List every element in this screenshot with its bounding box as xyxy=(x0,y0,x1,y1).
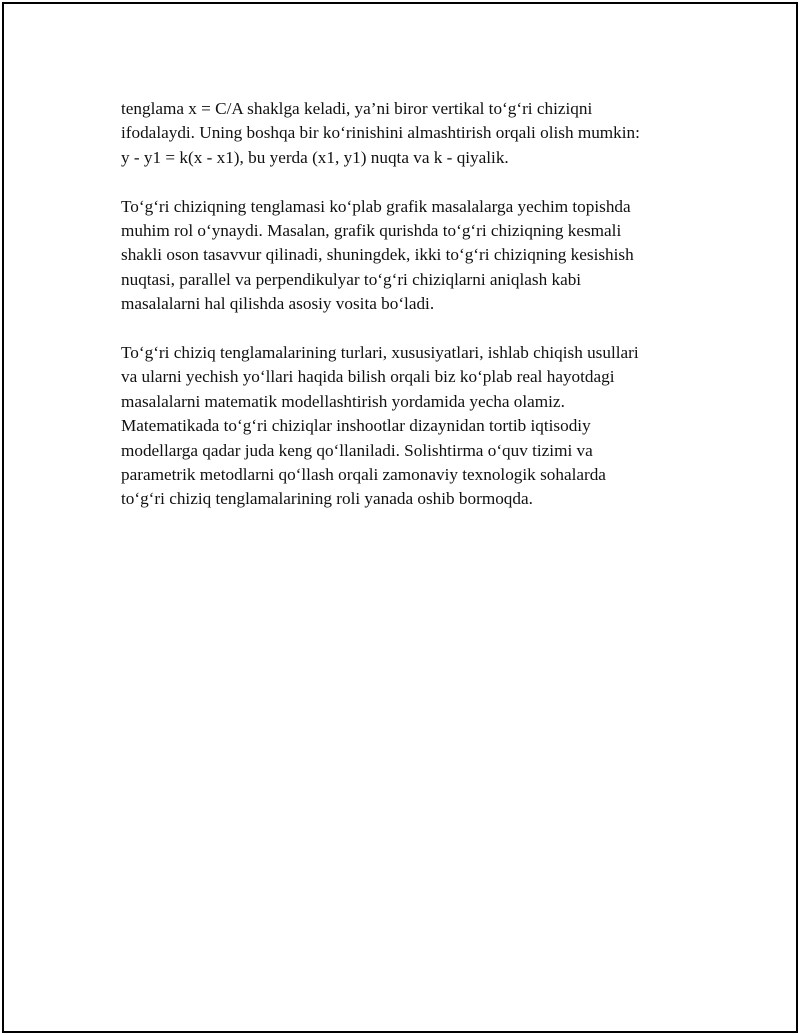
text-line: tenglama x = C/A shaklga keladi, ya’ni biror vertikal to‘g‘ri chiziqni xyxy=(121,99,593,118)
text-line: To‘g‘ri chiziq tenglamalarining turlari, xususiyatlari, ishlab chiqish usullari xyxy=(121,343,639,363)
paragraph-3 xyxy=(121,341,701,512)
paragraph-1 xyxy=(121,97,701,170)
text-line: y - y1 = k(x - x1), bu yerda (x1, y1) nuqta va k - qiyalik. xyxy=(121,147,509,167)
text-line: va ularni yechish yo‘llari haqida bilish orqali biz ko‘plab real hayotdagi xyxy=(121,367,615,387)
text-line: modellarga qadar juda keng qo‘llaniladi. Solishtirma o‘quv tizimi va xyxy=(121,440,593,460)
text-line: masalalarni hal qilishda asosiy vosita bo‘ladi. xyxy=(121,294,435,314)
text-line: ifodalaydi. Uning boshqa bir ko‘rinishini almashtirish orqali olish mumkin: xyxy=(121,123,640,143)
text-line: muhim rol o‘ynaydi. Masalan, grafik qurishda to‘g‘ri chiziqning kesmali xyxy=(121,221,622,241)
document-body xyxy=(121,97,701,536)
text-line: parametrik metodlarni qo‘llash orqali zamonaviy texnologik sohalarda xyxy=(121,465,606,485)
paragraph-2 xyxy=(121,195,701,317)
text-line: masalalarni matematik modellashtirish yordamida yecha olamiz. xyxy=(121,391,565,411)
page-frame xyxy=(2,2,798,1033)
text-line: To‘g‘ri chiziqning tenglamasi ko‘plab grafik masalalarga yechim topishda xyxy=(121,196,631,216)
text-line: Matematikada to‘g‘ri chiziqlar inshootlar dizaynidan tortib iqtisodiy xyxy=(121,416,591,436)
text-line: to‘g‘ri chiziq tenglamalarining roli yanada oshib bormoqda. xyxy=(121,489,533,509)
text-line: shakli oson tasavvur qilinadi, shuningdek, ikki to‘g‘ri chiziqning kesishish xyxy=(121,245,634,265)
text-line: nuqtasi, parallel va perpendikulyar to‘g‘ri chiziqlarni aniqlash kabi xyxy=(121,269,582,289)
